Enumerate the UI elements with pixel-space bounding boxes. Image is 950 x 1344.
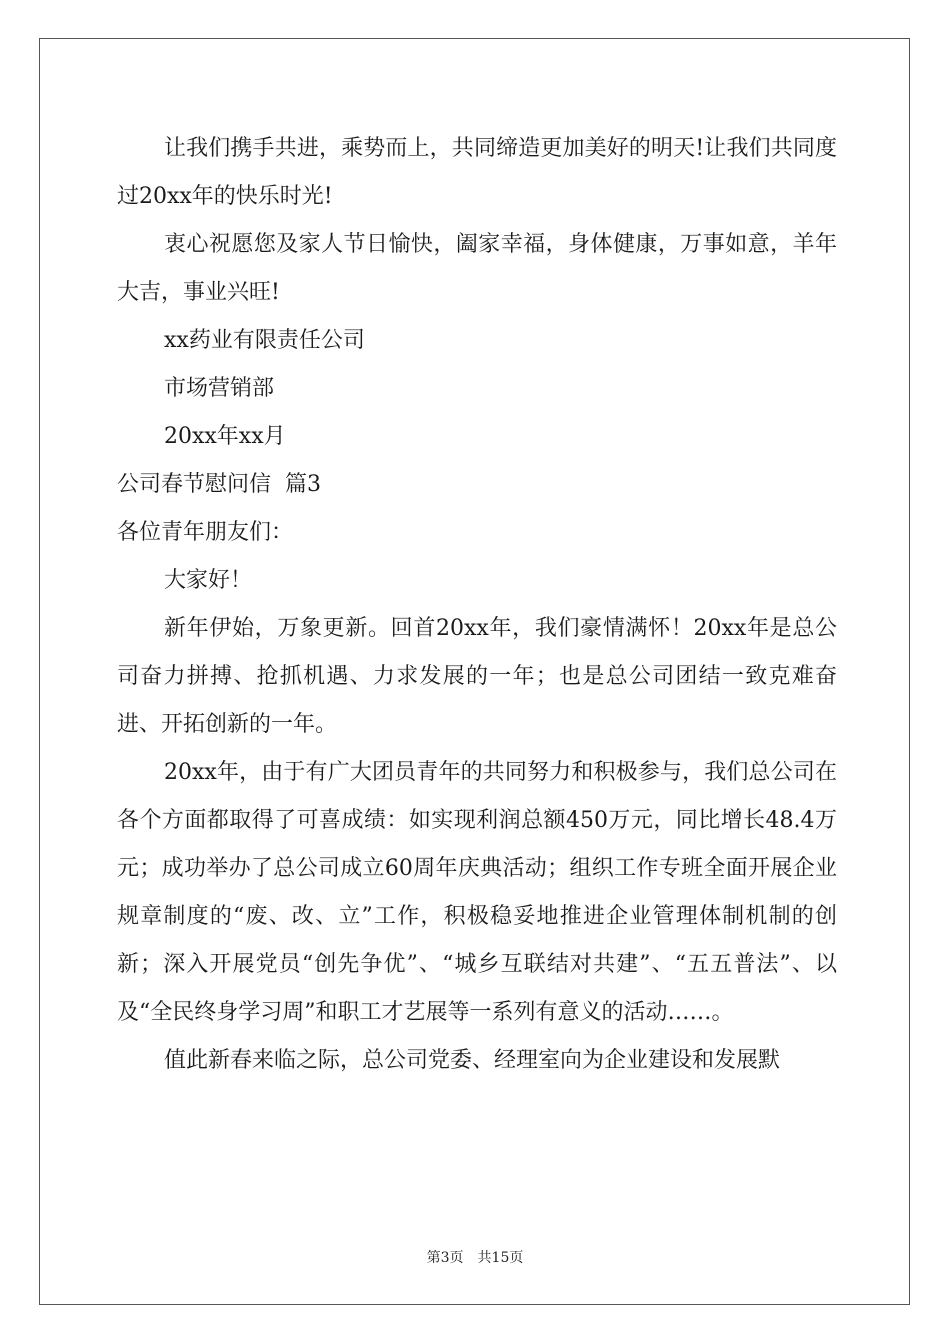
paragraph-spring-festival: 值此新春来临之际，总公司党委、经理室向为企业建设和发展默	[164, 1048, 781, 1073]
page-total: 共15页	[477, 1250, 524, 1266]
salutation: 各位青年朋友们：	[117, 520, 294, 545]
page-number: 第3页	[426, 1250, 464, 1266]
signature-company: xx药业有限责任公司	[164, 328, 365, 353]
page-footer	[0, 1247, 950, 1267]
greeting: 大家好！	[164, 568, 253, 593]
paragraph-closing-wish: 让我们携手共进，乘势而上，共同缔造更加美好的明天!让我们共同度过20xx年的快乐时光!	[117, 136, 837, 209]
paragraph-blessing: 衷心祝愿您及家人节日愉快，阖家幸福，身体健康，万事如意，羊年大吉，事业兴旺!	[117, 232, 837, 305]
section-heading: 公司春节慰问信 篇3	[117, 472, 321, 497]
paragraph-achievements: 20xx年，由于有广大团员青年的共同努力和积极参与，我们总公司在各个方面都取得了可喜成绩：如实现利润总额450万元，同比增长48.4万元；成功举办了总公司成立60周年庆典活动；组织工作专班全面开展企业规章制度的“废、改、立”工作，积极稳妥地推进企业管理体制机制的创新；深入开展党员“创先争优”、“城乡互联结对共建”、“五五普法”、以及“全民终身学习周”和职工才艺展等一系列有意义的活动……。	[117, 760, 837, 1025]
signature-date: 20xx年xx月	[164, 424, 286, 449]
document-body	[117, 125, 837, 1085]
paragraph-new-year: 新年伊始，万象更新。回首20xx年，我们豪情满怀！20xx年是总公司奋力拼搏、抢抓机遇、力求发展的一年；也是总公司团结一致克难奋进、开拓创新的一年。	[117, 616, 837, 737]
signature-department: 市场营销部	[164, 376, 275, 401]
